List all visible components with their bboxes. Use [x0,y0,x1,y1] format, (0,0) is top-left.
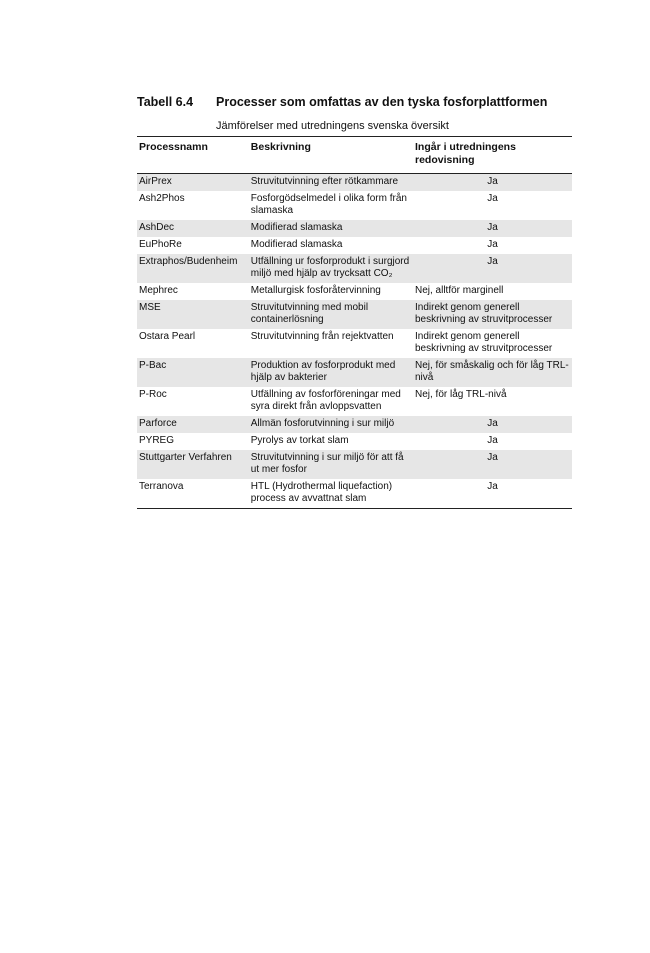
included-cell: Ja [487,239,498,250]
description-cell: Fosforgödselmedel i olika form från slamaska [250,193,407,216]
process-name-cell: Extraphos/Budenheim [137,254,249,283]
included-cell: Ja [487,435,498,446]
table-row [137,254,572,283]
included-cell: Indirekt genom generell beskrivning av struvitprocesser [413,300,572,329]
process-name-cell: Ash2Phos [139,193,185,204]
column-header-description: Beskrivning [250,141,311,153]
included-cell: Ja [487,193,498,204]
table-row [137,300,572,329]
included-cell: Ja [413,254,572,283]
included-cell: Nej, för småskalig och för låg TRL-nivå [413,358,572,387]
table-row [137,433,572,450]
description-cell: Modifierad slamaska [250,239,343,250]
description-cell: Modifierad slamaska [249,220,413,237]
table-row [137,283,572,300]
description-cell: Produktion av fosforprodukt med hjälp av bakterier [249,358,413,387]
process-name-cell: P-Bac [137,358,249,387]
table-title: Processer som omfattas av den tyska fosforplattformen [216,95,548,109]
included-cell: Nej, för låg TRL-nivå [414,389,507,400]
table-row [137,329,572,358]
process-name-cell: PYREG [139,435,175,446]
included-cell: Ja [487,481,498,492]
description-cell: HTL (Hydrothermal liquefaction) process av avvattnat slam [250,481,393,504]
description-cell: Struvitutvinning med mobil containerlösning [249,300,413,329]
table-row [137,416,572,433]
process-name-cell: Mephrec [139,285,178,296]
process-table [137,136,572,509]
table-row [137,479,572,509]
table-body [137,174,572,509]
process-name-cell: Parforce [137,416,249,433]
table-row [137,358,572,387]
description-cell: Struvitutvinning i sur miljö för att få ut mer fosfor [249,450,413,479]
table-number: Tabell 6.4 [137,95,194,109]
process-name-cell: Terranova [139,481,184,492]
process-name-cell: Stuttgarter Verfahren [137,450,249,479]
table-header-row [137,137,572,174]
table-subtitle: Jämförelser med utredningens svenska översikt [216,120,449,132]
process-name-cell: MSE [137,300,249,329]
description-cell: Allmän fosforutvinning i sur miljö [249,416,413,433]
included-cell: Ja [413,450,572,479]
process-name-cell: AirPrex [137,174,249,192]
description-cell: Utfällning av fosforföreningar med syra direkt från avloppsvatten [250,389,401,412]
table-row [137,174,572,192]
column-header-process-name: Processnamn [139,141,208,153]
included-cell: Nej, alltför marginell [414,285,504,296]
table-row [137,450,572,479]
included-cell: Ja [413,220,572,237]
included-cell: Ja [413,174,572,192]
description-cell: Pyrolys av torkat slam [250,435,349,446]
table-row [137,220,572,237]
table-row [137,387,572,416]
process-name-cell: Ostara Pearl [139,331,196,342]
description-cell: Metallurgisk fosforåtervinning [250,285,381,296]
included-cell: Ja [413,416,572,433]
description-cell: Utfällning ur fosforprodukt i surgjord miljö med hjälp av trycksatt CO₂ [249,254,413,283]
process-name-cell: P-Roc [139,389,167,400]
process-name-cell: AshDec [137,220,249,237]
process-name-cell: EuPhoRe [139,239,182,250]
included-cell: Indirekt genom generell beskrivning av struvitprocesser [414,331,553,354]
description-cell: Struvitutvinning efter rötkammare [249,174,413,192]
column-header-included: Ingår i utredningens redovisning [414,141,516,166]
table-row [137,191,572,220]
table-row [137,237,572,254]
description-cell: Struvitutvinning från rejektvatten [250,331,394,342]
